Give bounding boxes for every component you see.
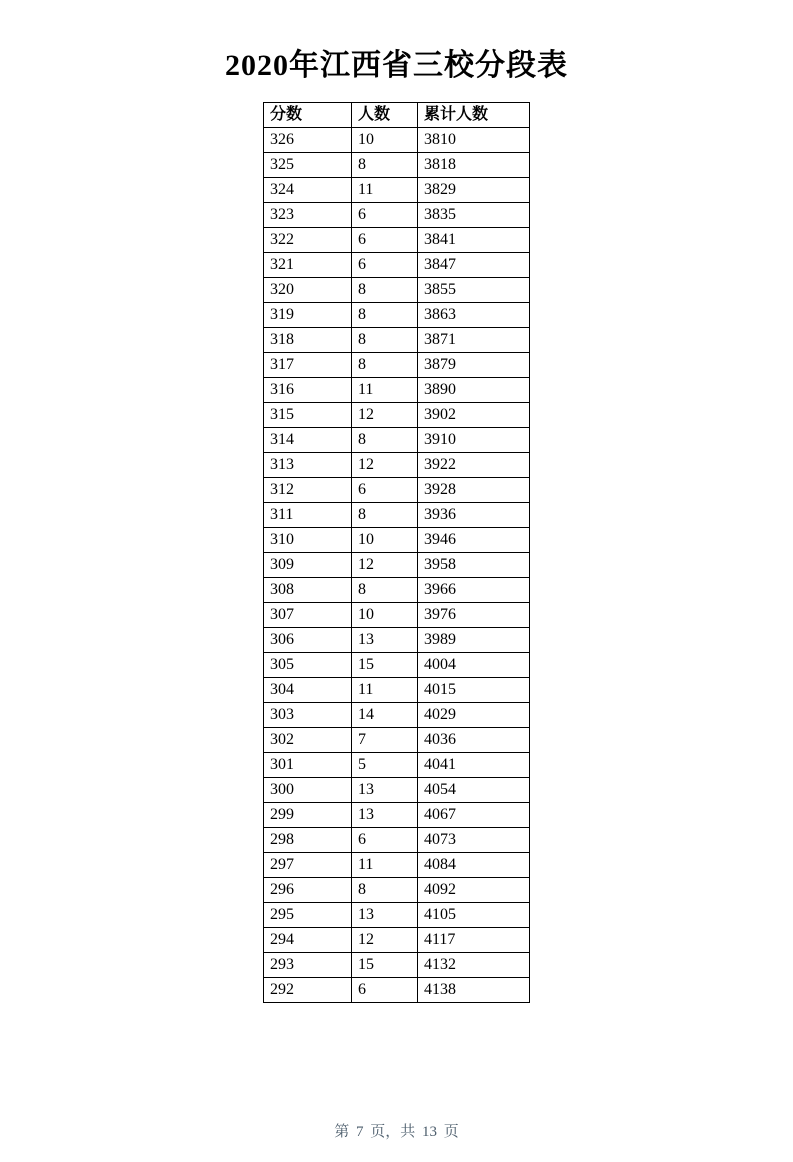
footer-current-page: 7 bbox=[355, 1124, 364, 1140]
cell-score: 323 bbox=[264, 203, 352, 228]
cell-count: 11 bbox=[352, 853, 418, 878]
cell-cumulative: 4084 bbox=[418, 853, 530, 878]
cell-count: 8 bbox=[352, 353, 418, 378]
cell-score: 302 bbox=[264, 728, 352, 753]
cell-score: 312 bbox=[264, 478, 352, 503]
cell-cumulative: 3910 bbox=[418, 428, 530, 453]
table-row bbox=[264, 228, 530, 253]
score-table-container bbox=[0, 102, 793, 1003]
cell-count: 12 bbox=[352, 403, 418, 428]
cell-cumulative: 3958 bbox=[418, 553, 530, 578]
table-row bbox=[264, 503, 530, 528]
cell-count: 15 bbox=[352, 953, 418, 978]
table-row bbox=[264, 253, 530, 278]
cell-score: 317 bbox=[264, 353, 352, 378]
footer-prefix: 第 bbox=[334, 1124, 350, 1140]
cell-count: 10 bbox=[352, 128, 418, 153]
table-row bbox=[264, 653, 530, 678]
table-header bbox=[264, 103, 530, 128]
cell-cumulative: 3847 bbox=[418, 253, 530, 278]
cell-cumulative: 4073 bbox=[418, 828, 530, 853]
table-row bbox=[264, 428, 530, 453]
cell-score: 311 bbox=[264, 503, 352, 528]
table-row bbox=[264, 478, 530, 503]
footer-suffix: 页 bbox=[443, 1124, 459, 1140]
table-row bbox=[264, 703, 530, 728]
cell-cumulative: 3976 bbox=[418, 603, 530, 628]
cell-count: 8 bbox=[352, 503, 418, 528]
cell-cumulative: 3855 bbox=[418, 278, 530, 303]
table-row bbox=[264, 678, 530, 703]
cell-cumulative: 4117 bbox=[418, 928, 530, 953]
cell-count: 6 bbox=[352, 478, 418, 503]
table-row bbox=[264, 528, 530, 553]
cell-cumulative: 4067 bbox=[418, 803, 530, 828]
cell-count: 6 bbox=[352, 978, 418, 1003]
cell-cumulative: 3946 bbox=[418, 528, 530, 553]
cell-score: 321 bbox=[264, 253, 352, 278]
cell-count: 8 bbox=[352, 328, 418, 353]
cell-count: 13 bbox=[352, 803, 418, 828]
table-row bbox=[264, 903, 530, 928]
cell-cumulative: 4015 bbox=[418, 678, 530, 703]
table-row bbox=[264, 128, 530, 153]
cell-cumulative: 3871 bbox=[418, 328, 530, 353]
cell-score: 292 bbox=[264, 978, 352, 1003]
cell-cumulative: 3829 bbox=[418, 178, 530, 203]
score-distribution-table bbox=[263, 102, 530, 1003]
column-header-score: 分数 bbox=[264, 103, 352, 128]
cell-score: 320 bbox=[264, 278, 352, 303]
table-row bbox=[264, 628, 530, 653]
cell-cumulative: 4132 bbox=[418, 953, 530, 978]
document-page bbox=[0, 40, 793, 1162]
cell-count: 12 bbox=[352, 928, 418, 953]
table-row bbox=[264, 828, 530, 853]
table-row bbox=[264, 278, 530, 303]
cell-cumulative: 3810 bbox=[418, 128, 530, 153]
cell-cumulative: 3890 bbox=[418, 378, 530, 403]
cell-count: 12 bbox=[352, 453, 418, 478]
cell-score: 319 bbox=[264, 303, 352, 328]
cell-count: 8 bbox=[352, 428, 418, 453]
table-row bbox=[264, 553, 530, 578]
table-row bbox=[264, 728, 530, 753]
table-row bbox=[264, 203, 530, 228]
cell-score: 294 bbox=[264, 928, 352, 953]
table-header-row bbox=[264, 103, 530, 128]
cell-cumulative: 4036 bbox=[418, 728, 530, 753]
cell-score: 314 bbox=[264, 428, 352, 453]
table-row bbox=[264, 403, 530, 428]
cell-count: 10 bbox=[352, 528, 418, 553]
cell-score: 309 bbox=[264, 553, 352, 578]
cell-cumulative: 4054 bbox=[418, 778, 530, 803]
cell-count: 14 bbox=[352, 703, 418, 728]
table-row bbox=[264, 303, 530, 328]
cell-score: 300 bbox=[264, 778, 352, 803]
cell-count: 11 bbox=[352, 178, 418, 203]
cell-score: 299 bbox=[264, 803, 352, 828]
cell-count: 11 bbox=[352, 378, 418, 403]
cell-cumulative: 3863 bbox=[418, 303, 530, 328]
cell-score: 326 bbox=[264, 128, 352, 153]
cell-count: 10 bbox=[352, 603, 418, 628]
cell-count: 15 bbox=[352, 653, 418, 678]
table-row bbox=[264, 378, 530, 403]
cell-count: 6 bbox=[352, 203, 418, 228]
cell-score: 307 bbox=[264, 603, 352, 628]
table-row bbox=[264, 853, 530, 878]
table-row bbox=[264, 578, 530, 603]
cell-score: 304 bbox=[264, 678, 352, 703]
cell-cumulative: 4004 bbox=[418, 653, 530, 678]
cell-cumulative: 3841 bbox=[418, 228, 530, 253]
table-row bbox=[264, 603, 530, 628]
cell-cumulative: 3879 bbox=[418, 353, 530, 378]
table-row bbox=[264, 778, 530, 803]
table-body bbox=[264, 128, 530, 1003]
table-row bbox=[264, 178, 530, 203]
table-row bbox=[264, 453, 530, 478]
cell-count: 7 bbox=[352, 728, 418, 753]
cell-cumulative: 3835 bbox=[418, 203, 530, 228]
cell-count: 13 bbox=[352, 778, 418, 803]
cell-score: 297 bbox=[264, 853, 352, 878]
cell-count: 5 bbox=[352, 753, 418, 778]
cell-score: 318 bbox=[264, 328, 352, 353]
cell-cumulative: 4029 bbox=[418, 703, 530, 728]
cell-count: 13 bbox=[352, 628, 418, 653]
table-row bbox=[264, 978, 530, 1003]
cell-count: 13 bbox=[352, 903, 418, 928]
cell-count: 12 bbox=[352, 553, 418, 578]
table-row bbox=[264, 328, 530, 353]
cell-count: 11 bbox=[352, 678, 418, 703]
cell-count: 8 bbox=[352, 303, 418, 328]
table-row bbox=[264, 153, 530, 178]
table-row bbox=[264, 803, 530, 828]
cell-cumulative: 3928 bbox=[418, 478, 530, 503]
cell-cumulative: 4092 bbox=[418, 878, 530, 903]
cell-score: 305 bbox=[264, 653, 352, 678]
cell-score: 322 bbox=[264, 228, 352, 253]
table-row bbox=[264, 753, 530, 778]
cell-score: 306 bbox=[264, 628, 352, 653]
cell-count: 8 bbox=[352, 878, 418, 903]
cell-cumulative: 4138 bbox=[418, 978, 530, 1003]
cell-count: 6 bbox=[352, 253, 418, 278]
footer-total-pages: 13 bbox=[422, 1124, 437, 1140]
cell-cumulative: 3989 bbox=[418, 628, 530, 653]
cell-score: 303 bbox=[264, 703, 352, 728]
page-footer bbox=[0, 1120, 793, 1141]
cell-count: 6 bbox=[352, 828, 418, 853]
table-row bbox=[264, 353, 530, 378]
cell-score: 298 bbox=[264, 828, 352, 853]
cell-count: 6 bbox=[352, 228, 418, 253]
cell-count: 8 bbox=[352, 578, 418, 603]
cell-score: 295 bbox=[264, 903, 352, 928]
cell-score: 308 bbox=[264, 578, 352, 603]
cell-cumulative: 4041 bbox=[418, 753, 530, 778]
cell-cumulative: 3936 bbox=[418, 503, 530, 528]
cell-score: 313 bbox=[264, 453, 352, 478]
table-row bbox=[264, 878, 530, 903]
cell-score: 310 bbox=[264, 528, 352, 553]
cell-score: 316 bbox=[264, 378, 352, 403]
cell-score: 315 bbox=[264, 403, 352, 428]
column-header-cumulative: 累计人数 bbox=[418, 103, 530, 128]
table-row bbox=[264, 953, 530, 978]
cell-score: 301 bbox=[264, 753, 352, 778]
table-row bbox=[264, 928, 530, 953]
page-title: 2020年江西省三校分段表 bbox=[225, 49, 568, 82]
cell-cumulative: 3818 bbox=[418, 153, 530, 178]
cell-cumulative: 3922 bbox=[418, 453, 530, 478]
column-header-count: 人数 bbox=[352, 103, 418, 128]
cell-cumulative: 3902 bbox=[418, 403, 530, 428]
cell-score: 293 bbox=[264, 953, 352, 978]
cell-count: 8 bbox=[352, 153, 418, 178]
cell-score: 324 bbox=[264, 178, 352, 203]
cell-count: 8 bbox=[352, 278, 418, 303]
footer-middle: 页，共 bbox=[370, 1124, 416, 1140]
cell-cumulative: 3966 bbox=[418, 578, 530, 603]
cell-score: 296 bbox=[264, 878, 352, 903]
cell-cumulative: 4105 bbox=[418, 903, 530, 928]
cell-score: 325 bbox=[264, 153, 352, 178]
